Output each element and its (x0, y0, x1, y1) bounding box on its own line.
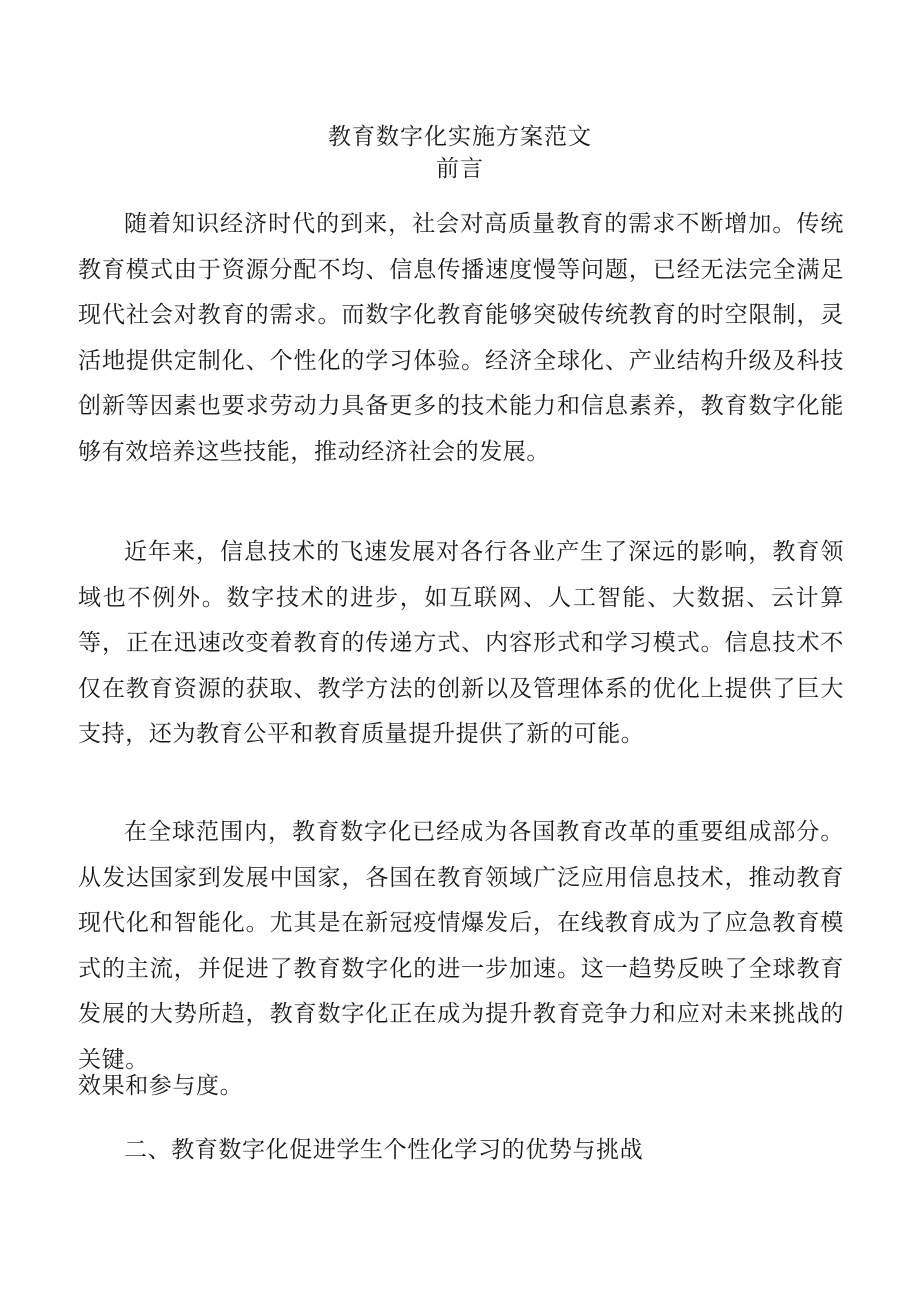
section-heading: 二、教育数字化促进学生个性化学习的优势与挑战 (124, 1137, 644, 1163)
fragment-text: 效果和参与度。 (78, 1073, 244, 1099)
paragraph-1: 随着知识经济时代的到来，社会对高质量教育的需求不断增加。传统教育模式由于资源分配不均、信息传播速度慢等问题，已经无法完全满足现代社会对教育的需求。而数字化教育能够突破传统教育的时空限制，灵活地提供定制化、个性化的学习体验。经济全球化、产业结构升级及科技创新等因素也要求劳动力具备更多的技术能力和信息素养，教育数字化能够有效培养这些技能，推动经济社会的发展。 (78, 211, 844, 465)
document-title: 教育数字化实施方案范文 (328, 124, 592, 150)
paragraph-3: 在全球范围内，教育数字化已经成为各国教育改革的重要组成部分。从发达国家到发展中国家，各国在教育领域广泛应用信息技术，推动教育现代化和智能化。尤其是在新冠疫情爆发后，在线教育成为了应急教育模式的主流，并促进了教育数字化的进一步加速。这一趋势反映了全球教育发展的大势所趋，教育数字化正在成为提升教育竞争力和应对未来挑战的关键。 (78, 819, 844, 1073)
paragraph-2: 近年来，信息技术的飞速发展对各行各业产生了深远的影响，教育领域也不例外。数字技术的进步，如互联网、人工智能、大数据、云计算等，正在迅速改变着教育的传递方式、内容形式和学习模式。信息技术不仅在教育资源的获取、教学方法的创新以及管理体系的优化上提供了巨大支持，还为教育公平和教育质量提升提供了新的可能。 (78, 539, 844, 747)
document-subtitle: 前言 (436, 156, 484, 182)
